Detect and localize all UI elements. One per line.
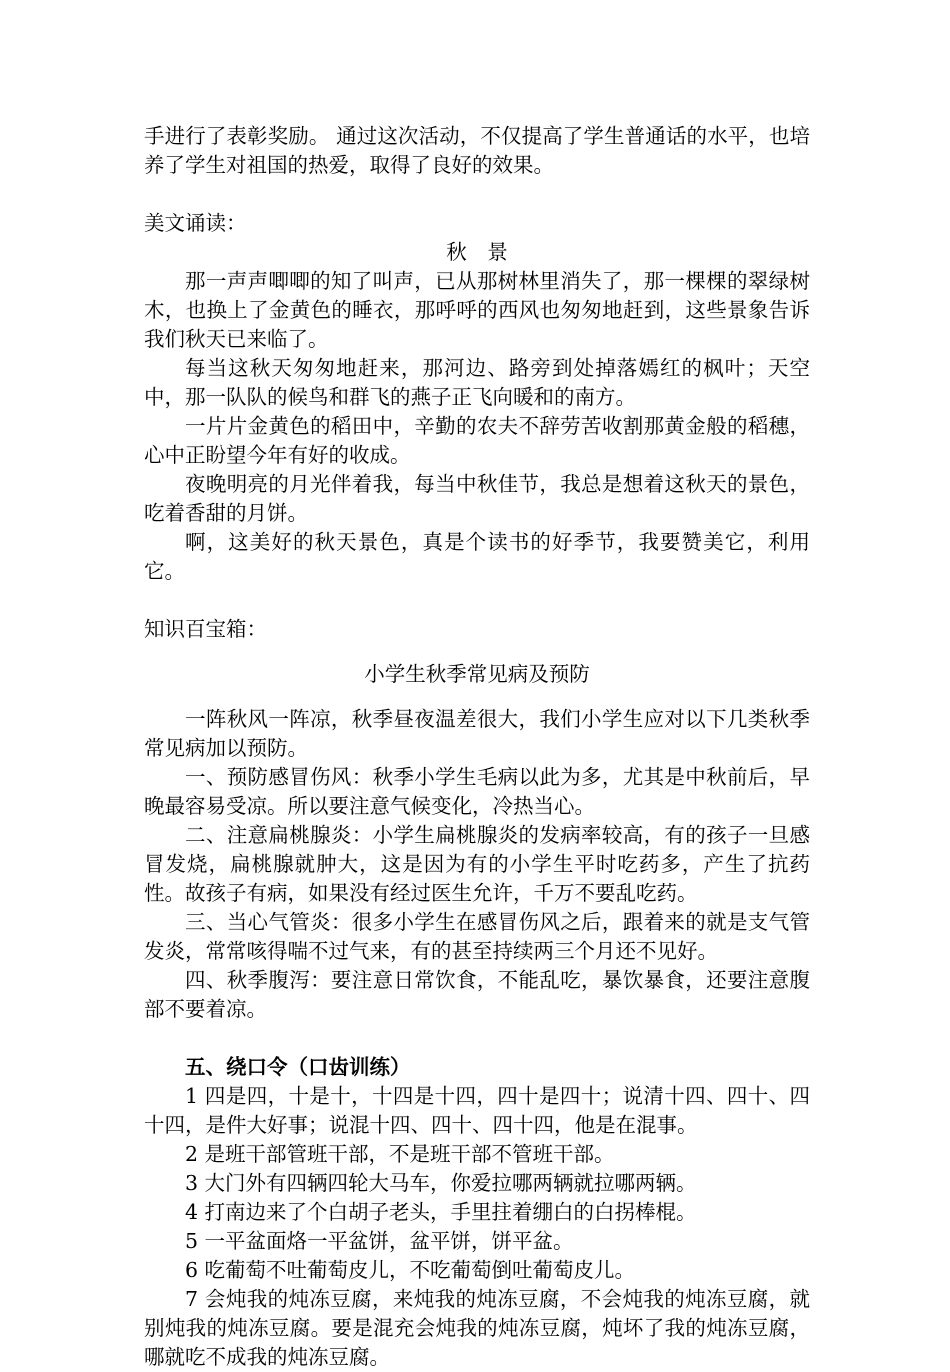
knowledge-paragraph: 二、注意扁桃腺炎：小学生扁桃腺炎的发病率较高，有的孩子一旦感冒发烧，扁桃腺就肿大，这是因为有的小学生平时吃药多，产生了抗药性。故孩子有病，如果没有经过医生允许，千万不要乱吃药。 bbox=[144, 823, 810, 905]
reading-paragraph: 那一声声唧唧的知了叫声，已从那树林里消失了，那一棵棵的翠绿树木，也换上了金黄色的睡衣，那呼呼的西风也匆匆地赶到，这些景象告诉我们秋天已来临了。 bbox=[144, 269, 810, 351]
reading-paragraph: 夜晚明亮的月光伴着我，每当中秋佳节，我总是想着这秋天的景色，吃着香甜的月饼。 bbox=[144, 472, 810, 525]
tongue-twister-item: 2 是班干部管班干部，不是班干部不管班干部。 bbox=[185, 1142, 615, 1166]
spacer bbox=[144, 644, 810, 660]
spacer bbox=[144, 1024, 810, 1053]
reading-title: 秋 景 bbox=[446, 240, 508, 264]
knowledge-title: 小学生秋季常见病及预防 bbox=[364, 662, 590, 686]
tongue-twister-item: 4 打南边来了个白胡子老头，手里拄着绷白的白拐棒棍。 bbox=[185, 1200, 697, 1224]
knowledge-paragraph: 四、秋季腹泻：要注意日常饮食，不能乱吃，暴饮暴食，还要注意腹部不要着凉。 bbox=[144, 968, 810, 1021]
reading-paragraph: 每当这秋天匆匆地赶来，那河边、路旁到处掉落嫣红的枫叶；天空中，那一队队的候鸟和群飞的燕子正飞向暖和的南方。 bbox=[144, 356, 810, 409]
knowledge-section-label: 知识百宝箱： bbox=[144, 617, 267, 641]
spacer bbox=[144, 586, 810, 615]
tongue-twister-heading: 五、绕口令（口齿训练） bbox=[185, 1055, 411, 1079]
tongue-twister-item: 6 吃葡萄不吐葡萄皮儿，不吃葡萄倒吐葡萄皮儿。 bbox=[185, 1258, 636, 1282]
knowledge-paragraph: 一阵秋风一阵凉，秋季昼夜温差很大，我们小学生应对以下几类秋季常见病加以预防。 bbox=[144, 707, 810, 760]
tongue-twister-item: 5 一平盆面烙一平盆饼，盆平饼，饼平盆。 bbox=[185, 1229, 574, 1253]
knowledge-paragraph: 三、当心气管炎：很多小学生在感冒伤风之后，跟着来的就是支气管发炎，常常咳得喘不过气来，有的甚至持续两三个月还不见好。 bbox=[144, 910, 810, 963]
tongue-twister-item: 7 会炖我的炖冻豆腐，来炖我的炖冻豆腐，不会炖我的炖冻豆腐，就别炖我的炖冻豆腐。要是混充会炖我的炖冻豆腐，炖坏了我的炖冻豆腐，哪就吃不成我的炖冻豆腐。 bbox=[144, 1287, 810, 1369]
reading-paragraph: 啊，这美好的秋天景色，真是个读书的好季节，我要赞美它，利用它。 bbox=[144, 530, 810, 583]
knowledge-paragraph: 一、预防感冒伤风：秋季小学生毛病以此为多，尤其是中秋前后，早晚最容易受凉。所以要注意气候变化，冷热当心。 bbox=[144, 765, 810, 818]
tongue-twister-item: 1 四是四，十是十，十四是十四，四十是四十；说清十四、四十、四十四，是件大好事；说混十四、四十、四十四，他是在混事。 bbox=[144, 1084, 810, 1137]
tongue-twister-item: 3 大门外有四辆四轮大马车，你爱拉哪两辆就拉哪两辆。 bbox=[185, 1171, 697, 1195]
reading-paragraph: 一片片金黄色的稻田中，辛勤的农夫不辞劳苦收割那黄金般的稻穗，心中正盼望今年有好的收成。 bbox=[144, 414, 810, 467]
document-page bbox=[144, 122, 810, 1372]
reading-section-label: 美文诵读： bbox=[144, 211, 247, 235]
intro-paragraph: 手进行了表彰奖励。 通过这次活动，不仅提高了学生普通话的水平，也培养了学生对祖国的热爱，取得了良好的效果。 bbox=[144, 124, 810, 177]
spacer bbox=[144, 180, 810, 209]
spacer bbox=[144, 689, 810, 705]
